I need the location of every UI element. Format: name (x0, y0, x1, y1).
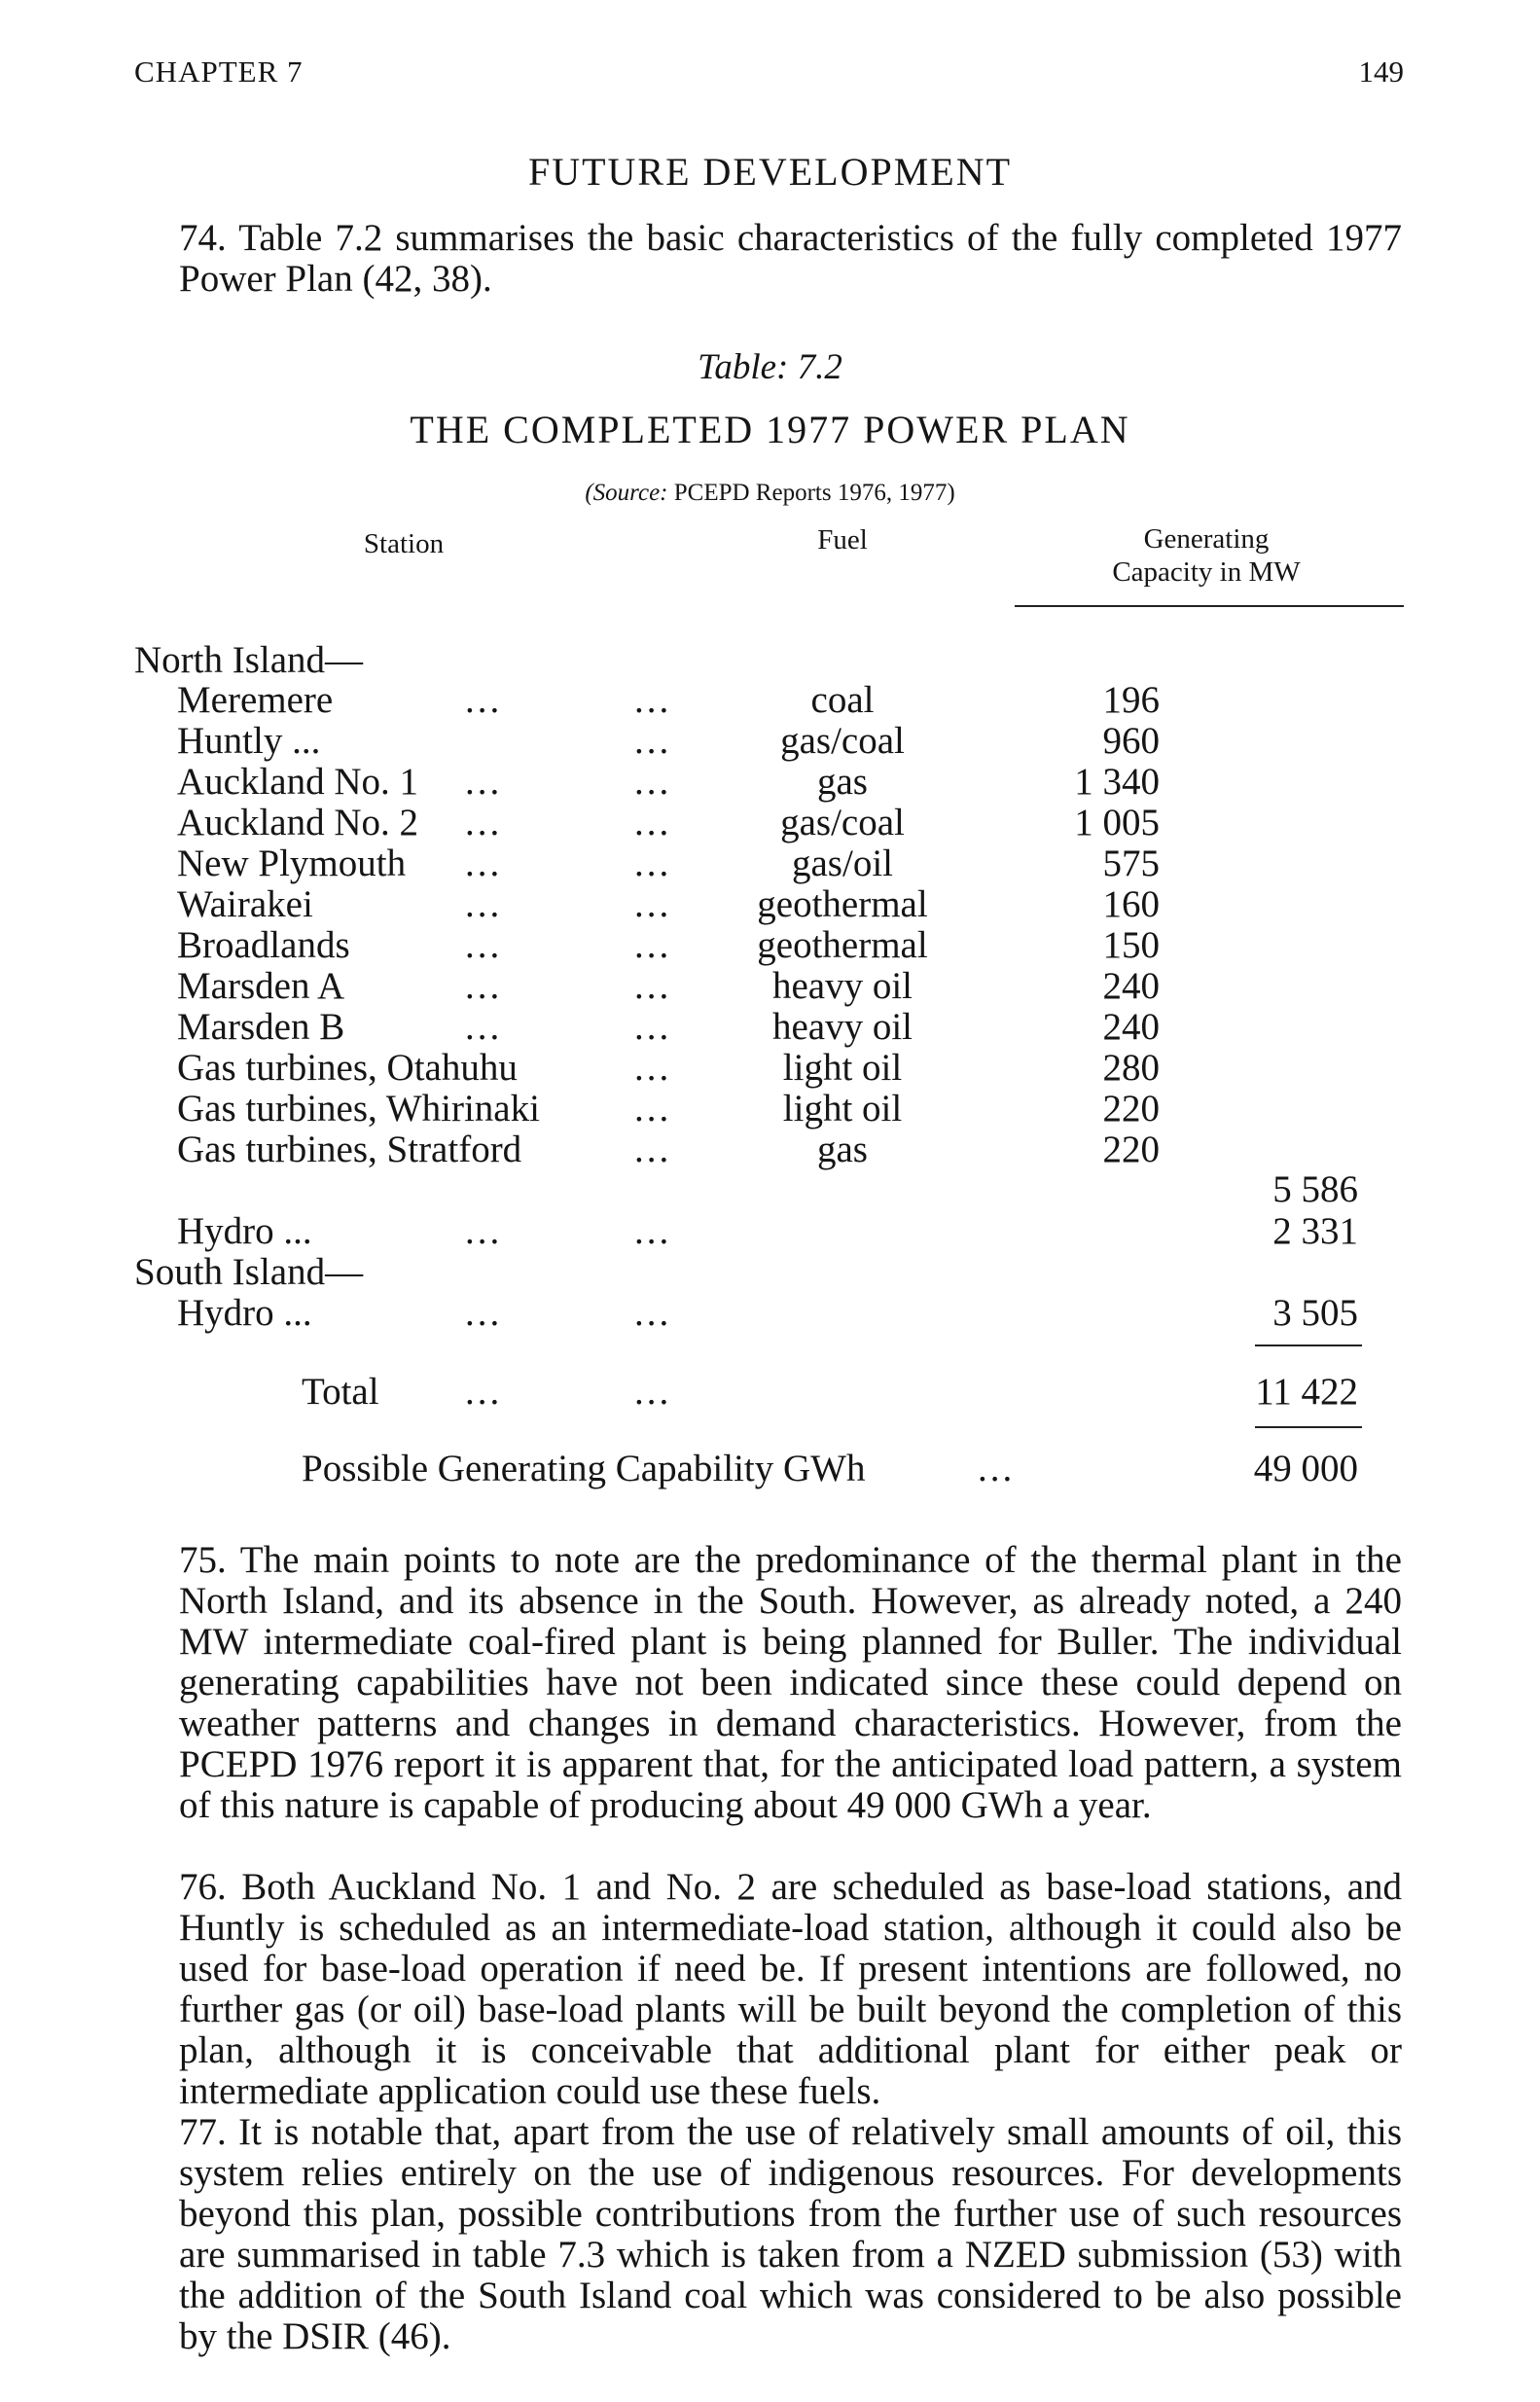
station-cell: Huntly ... (177, 720, 321, 762)
leader-dots: ... (634, 842, 672, 884)
table-row (0, 760, 1540, 801)
capacity-cell: 150 (1102, 924, 1160, 966)
capacity-cell: 240 (1102, 1006, 1160, 1048)
north-hydro-dots-1: ... (465, 1210, 503, 1252)
capability-row (0, 1447, 1540, 1488)
capability-value: 49 000 (1253, 1448, 1358, 1489)
table-source-text: PCEPD Reports 1976, 1977) (673, 480, 955, 506)
total-dots-1: ... (465, 1371, 503, 1413)
table-source-prefix: (Source: (585, 480, 668, 506)
leader-dots: ... (634, 883, 672, 925)
table-source (0, 480, 1540, 507)
fuel-text: light oil (782, 1047, 903, 1089)
capacity-cell: 575 (1102, 842, 1160, 884)
leader-dots: ... (465, 802, 503, 843)
table-row (0, 1087, 1540, 1128)
column-header-station: Station (363, 528, 445, 559)
leader-dots: ... (634, 1006, 672, 1048)
thermal-subtotal: 5 586 (1272, 1168, 1358, 1210)
page-number: 149 (1358, 54, 1404, 89)
north-island-heading: North Island— (134, 639, 364, 681)
south-hydro-dots-1: ... (465, 1292, 503, 1334)
station-cell: Auckland No. 1 (177, 761, 419, 803)
leader-dots: ... (634, 1047, 672, 1089)
south-hydro-row (0, 1291, 1540, 1332)
station-cell: Broadlands (177, 924, 350, 966)
table-row (0, 801, 1540, 842)
leader-dots: ... (465, 679, 503, 721)
leader-dots: ... (634, 802, 672, 843)
leader-dots: ... (634, 1129, 672, 1170)
station-cell: Gas turbines, Otahuhu (177, 1047, 518, 1089)
section-title: FUTURE DEVELOPMENT (527, 150, 1013, 194)
leader-dots: ... (634, 720, 672, 762)
north-hydro-capacity: 2 331 (1272, 1210, 1358, 1252)
header-rule (1015, 605, 1404, 607)
leader-dots: ... (634, 965, 672, 1007)
south-hydro-dots-2: ... (634, 1292, 672, 1334)
capacity-cell: 960 (1102, 720, 1160, 762)
capacity-cell: 280 (1102, 1047, 1160, 1089)
capacity-cell: 160 (1102, 883, 1160, 925)
fuel-text: heavy oil (771, 965, 913, 1007)
leader-dots: ... (465, 761, 503, 803)
paragraph-76 (134, 1867, 1402, 2112)
station-cell: New Plymouth (177, 842, 407, 884)
column-header-capacity-line1: Generating (1143, 523, 1270, 555)
fuel-text: heavy oil (771, 1006, 913, 1048)
total-dots-2: ... (634, 1371, 672, 1413)
station-cell: Meremere (177, 679, 334, 721)
south-hydro-station: Hydro ... (177, 1292, 312, 1334)
total-rule-bottom (1255, 1426, 1362, 1428)
table-row (0, 964, 1540, 1005)
fuel-text: light oil (782, 1088, 903, 1129)
capacity-cell: 220 (1102, 1129, 1160, 1170)
leader-dots: ... (634, 924, 672, 966)
capability-dots: ... (978, 1448, 1016, 1489)
station-cell: Wairakei (177, 883, 313, 925)
column-header-capacity-line2: Capacity in MW (1112, 556, 1301, 588)
capacity-cell: 1 340 (1074, 761, 1160, 803)
leader-dots: ... (465, 1006, 503, 1048)
table-label: Table: 7.2 (698, 347, 842, 387)
leader-dots: ... (465, 965, 503, 1007)
total-rule-top (1255, 1344, 1362, 1346)
fuel-text: gas/oil (792, 842, 893, 884)
total-value: 11 422 (1255, 1371, 1358, 1413)
fuel-text: geothermal (757, 924, 928, 966)
capacity-cell: 1 005 (1074, 802, 1160, 843)
leader-dots: ... (465, 842, 503, 884)
table-title: THE COMPLETED 1977 POWER PLAN (410, 408, 1130, 451)
paragraph-75-text: 75. The main points to note are the predominance of the thermal plant in the North Island, and its absence in the South. However, as already noted, a 240 MW intermediate coal-fired plant is being planned for Buller. The individual generating capabilities have not been indicated since these could depend on weather patterns and changes in demand characteristics. However, from the PCEPD 1976 report it is apparent that, for the anticipated load pattern, a system of this nature is capable of producing about 49 000 GWh a year. (179, 1539, 1402, 1826)
column-header-fuel: Fuel (817, 524, 868, 556)
column-header-capacity (1051, 522, 1362, 589)
north-island-heading-row (0, 638, 1540, 679)
total-label: Total (302, 1371, 379, 1413)
station-cell: Auckland No. 2 (177, 802, 419, 843)
table-row (0, 678, 1540, 719)
south-island-heading-row (0, 1250, 1540, 1291)
fuel-text: gas (817, 761, 868, 803)
paragraph-74-text: 74. Table 7.2 summarises the basic characteristics of the fully completed 1977 Power Plan (42, 38). (179, 217, 1402, 300)
leader-dots: ... (634, 761, 672, 803)
fuel-text: geothermal (757, 883, 928, 925)
table-row (0, 923, 1540, 964)
leader-dots: ... (634, 1088, 672, 1129)
paragraph-77-text: 77. It is notable that, apart from the use of relatively small amounts of oil, this system relies entirely on the use of indigenous resources. For developments beyond this plan, possible contributions from the further use of such resources are summarised in table 7.3 which is taken from a NZED submission (53) with the addition of the South Island coal which was considered to be also possible by the DSIR (46). (179, 2111, 1402, 2357)
south-hydro-capacity: 3 505 (1272, 1292, 1358, 1334)
paragraph-77 (134, 2112, 1402, 2357)
table-row (0, 1046, 1540, 1087)
table-row (0, 1005, 1540, 1046)
north-hydro-row (0, 1209, 1540, 1250)
station-cell: Marsden A (177, 965, 345, 1007)
table-row (0, 842, 1540, 882)
leader-dots: ... (634, 679, 672, 721)
fuel-text: coal (810, 679, 875, 721)
thermal-subtotal-row (0, 1167, 1540, 1208)
south-island-heading: South Island— (134, 1251, 364, 1293)
paragraph-76-text: 76. Both Auckland No. 1 and No. 2 are scheduled as base-load stations, and Huntly is scheduled as an intermediate-load station, although it could also be used for base-load operation if need be. If present intentions are followed, no further gas (or oil) base-load plants will be built beyond the completion of this plan, although it is conceivable that additional plant for either peak or intermediate application could use these fuels. (179, 1866, 1402, 2112)
station-cell: Marsden B (177, 1006, 345, 1048)
paragraph-75 (134, 1540, 1402, 1826)
table-row (0, 719, 1540, 760)
paragraph-74 (134, 218, 1402, 300)
table-row (0, 1128, 1540, 1168)
station-cell: Gas turbines, Whirinaki (177, 1088, 540, 1129)
north-hydro-station: Hydro ... (177, 1210, 312, 1252)
leader-dots: ... (465, 883, 503, 925)
fuel-text: gas/coal (780, 720, 905, 762)
station-cell: Gas turbines, Stratford (177, 1129, 522, 1170)
leader-dots: ... (465, 924, 503, 966)
table-row (0, 882, 1540, 923)
total-row (0, 1370, 1540, 1411)
fuel-text: gas/coal (780, 802, 905, 843)
north-hydro-dots-2: ... (634, 1210, 672, 1252)
capacity-cell: 220 (1102, 1088, 1160, 1129)
fuel-text: gas (817, 1129, 868, 1170)
capacity-cell: 240 (1102, 965, 1160, 1007)
capacity-cell: 196 (1102, 679, 1160, 721)
chapter-heading: CHAPTER 7 (134, 54, 304, 89)
capability-label: Possible Generating Capability GWh (302, 1448, 866, 1489)
